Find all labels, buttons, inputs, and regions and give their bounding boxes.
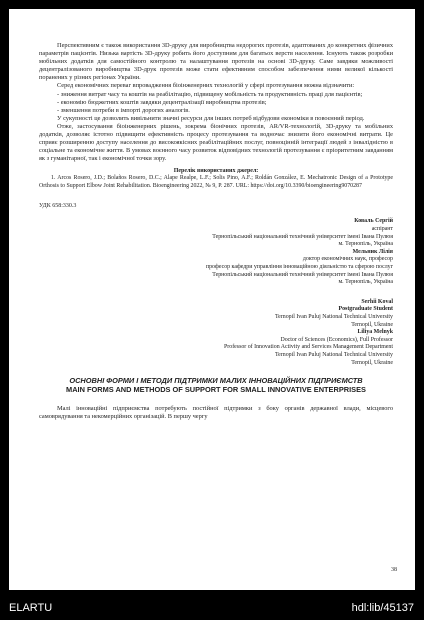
- author-info-line: Professor of Innovation Activity and Services Management Department: [224, 344, 393, 351]
- paragraph: Серед економічних переваг впровадження біоінженерних технологій у сфері протезування можна відзначити:: [57, 82, 355, 90]
- authors-ukrainian: [39, 218, 393, 286]
- title-english: MAIN FORMS AND METHODS OF SUPPORT FOR SMALL INNOVATIVE ENTERPRISES: [66, 384, 366, 394]
- author-name-line: Liliya Melnyk: [357, 329, 393, 336]
- author-info-line: Тернопільський національний технічний університет імені Івана Пулюя: [212, 271, 393, 278]
- page-number: 38: [391, 567, 397, 573]
- author-name-line: Мельник Лілія: [352, 248, 393, 255]
- list-item: - зниження витрат часу та коштів на реабілітацію, підвищену мобільність та продуктивність праці для пацієнтів;: [57, 90, 363, 98]
- paragraph: Отже, застосування біоінженерних рішень, зокрема біонічних протезів, AR/VR-технологій, 3D-друку та мобільних додатків, дозволяє істотно підвищити ефективність процесу протезування та водночас знизити його економічні витрати. Це сприяє розширенню доступу населення до високоякісних реабілітаційних послуг, повноцінній інтеграції людей з інвалідністю в соціальне та економічне життя. В умовах воєнного часу розвиток відповідних технологій протезування є пріоритетним завданням як з гуманітарної, так і економічної точки зору.: [39, 122, 393, 163]
- page-content: [39, 42, 393, 421]
- author-info-line: доктор економічних наук, професор: [302, 256, 393, 263]
- list-item: - зменшення потреби в імпорті дорогих аналогів.: [57, 106, 190, 114]
- udc-code: УДК 658:330.3: [39, 203, 77, 210]
- body-text: [39, 42, 393, 163]
- final-paragraph: Малі інноваційні підприємства потребують постійної підтримки з боку органів державної влади, місцевого самоврядування та некомерційних організацій. В першу чергу: [39, 404, 393, 420]
- author-info-line: Doctor of Sciences (Economics), Full Professor: [280, 336, 393, 343]
- footer-handle-label: hdl:lib/45137: [351, 602, 414, 614]
- paragraph: У сукупності це дозволить вивільнити значні ресурси для інших потреб відбудови економіки в повоєнний період.: [57, 114, 365, 122]
- author-info-line: м. Тернопіль, Україна: [338, 241, 393, 248]
- author-info-line: Ternopil Ivan Puluj National Technical University: [275, 351, 393, 358]
- footer-repository-label: ELARTU: [9, 602, 53, 614]
- author-name-line: Serhii Koval: [361, 298, 393, 305]
- paragraph: Перспективним є також використання 3D-друку для виробництва недорогих протезів, адаптованих до конкретних фізичних параметрів пацієнтів. Низька вартість 3D-друку робить його доступним для багатьох верств населення. Існують також розробки мобільних додатків для самостійного контролю та налаштування протезів на основі 3D-друку. Саме завдяки можливості децентралізованого виробництва 3D-друк протезів може стати ефективним способом забезпечення ними великої кількості поранених у різних регіонах України.: [39, 42, 393, 82]
- title-ukrainian: ОСНОВНІ ФОРМИ І МЕТОДИ ПІДТРИМКИ МАЛИХ ІННОВАЦІЙНИХ ПІДПРИЄМСТВ: [69, 376, 363, 386]
- document-page: [9, 9, 415, 590]
- references-title: Перелік використаних джерел:: [173, 168, 259, 175]
- reference-item: 1. Arcos Rosero, J.D.; Bolaños Rosero, D.C.; Alape Realpe, L.F.; Solis Pino, A.F.; Roldán González, E. Mechatronic Design of a Prototype Orthosis to Support Elbow Joint Rehabilitation. Bioengineering 2022, № 9, P. 287. URL: https://doi.org/10.3390/bioengineering9070287: [39, 175, 393, 189]
- author-info-line: професор кафедри управління інноваційною діяльністю та сферою послуг: [205, 263, 393, 270]
- author-info-line: Ternopil, Ukraine: [351, 359, 393, 366]
- authors-block: [39, 218, 393, 367]
- article-title: [39, 377, 393, 395]
- author-info-line: Тернопільський національний технічний університет імені Івана Пулюя: [212, 233, 393, 240]
- author-info-line: Ternopil Ivan Puluj National Technical University: [275, 313, 393, 320]
- footer-bar: [0, 595, 424, 620]
- list-item: - економію бюджетних коштів завдяки децентралізації виробництва протезів;: [57, 98, 267, 106]
- author-info-line: м. Тернопіль, Україна: [338, 279, 393, 286]
- author-name-line: Postgraduate Student: [338, 306, 393, 313]
- author-info-line: Ternopil, Ukraine: [351, 321, 393, 328]
- authors-english: [39, 299, 393, 367]
- author-name-line: Коваль Сергій: [354, 218, 393, 225]
- author-info-line: аспірант: [371, 226, 393, 232]
